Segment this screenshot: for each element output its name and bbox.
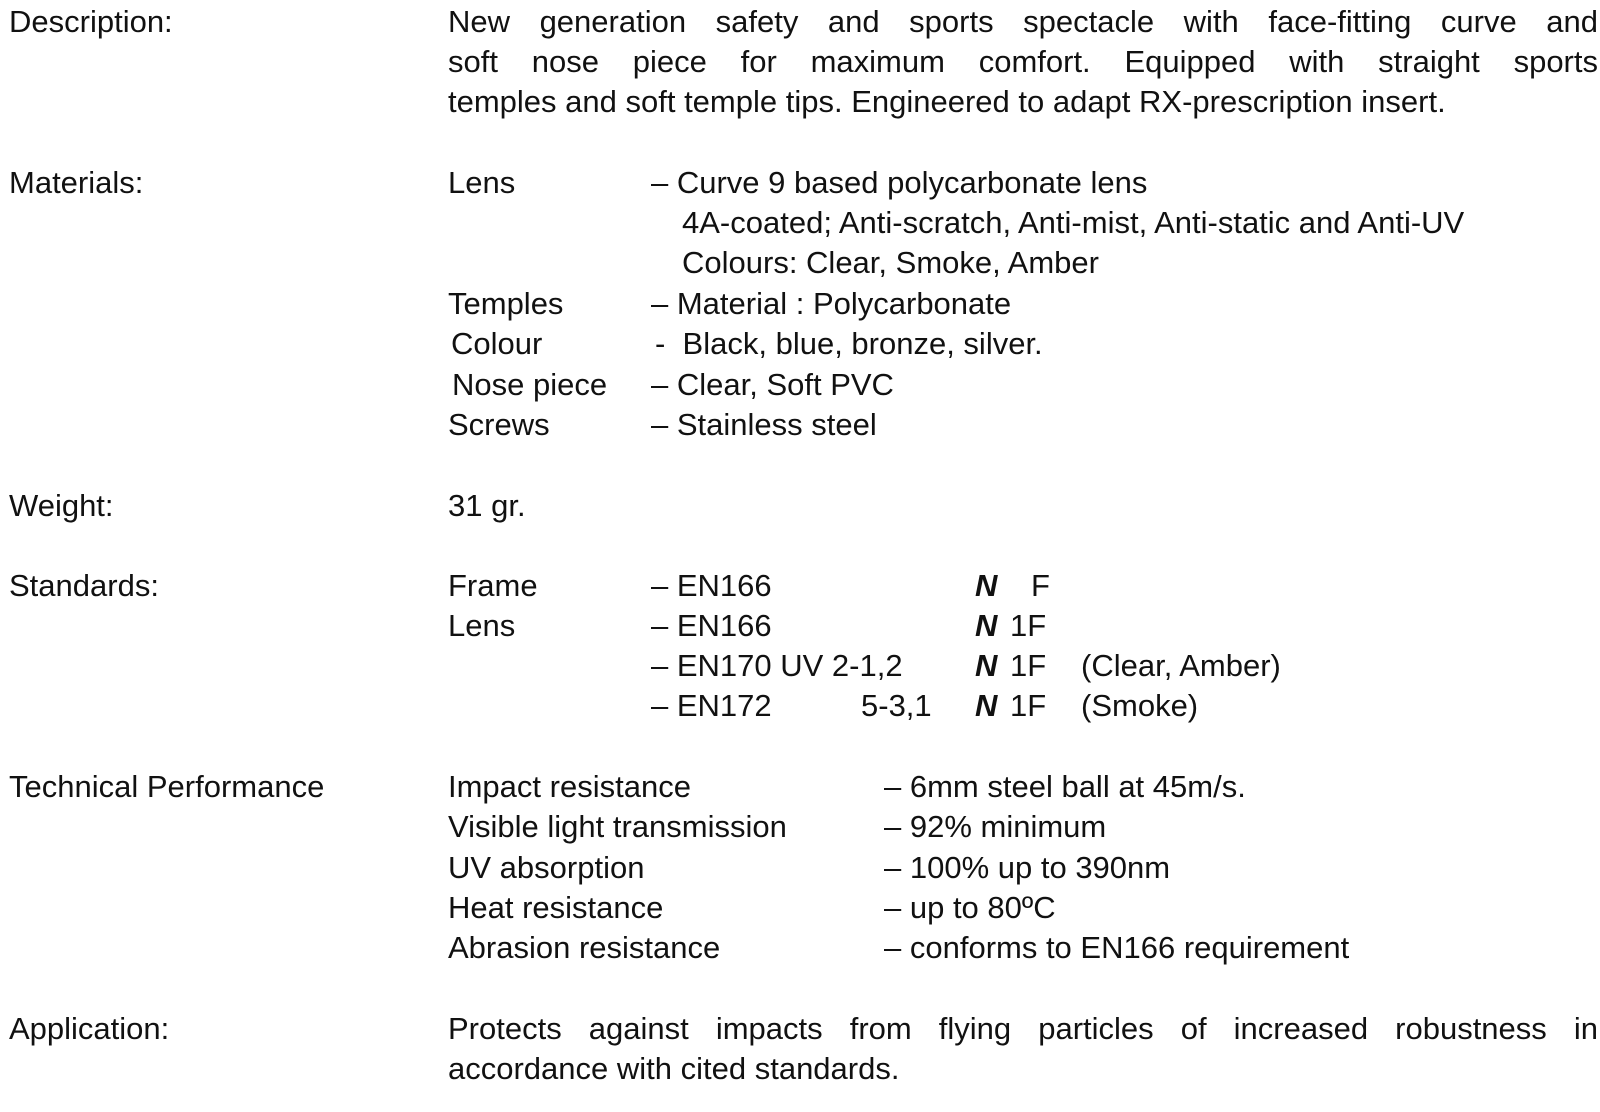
standard-code: – EN170 UV 2-1,2 [651, 648, 903, 683]
standard-note: (Smoke) [1081, 688, 1199, 723]
application-text [448, 1009, 1598, 1089]
materials-lens-line: Colours: Clear, Smoke, Amber [682, 245, 1099, 280]
standard-marking: N [975, 568, 998, 603]
materials-nose-label: Nose piece [452, 367, 608, 402]
technical-name: Visible light transmission [448, 809, 787, 844]
standard-code: – EN172 [651, 688, 772, 723]
weight-value: 31 gr. [448, 488, 526, 523]
standard-class: F [1031, 568, 1050, 603]
materials-screws-label: Screws [448, 407, 550, 442]
technical-label: Technical Performance [9, 769, 325, 804]
materials-label: Materials: [9, 165, 144, 200]
standard-marking: N [975, 608, 998, 643]
description-line: soft nose piece for maximum comfort. Equipped with straight sports [448, 44, 1598, 79]
standard-scale: 5-3,1 [861, 688, 932, 723]
technical-name: Impact resistance [448, 769, 691, 804]
standards-frame-label: Frame [448, 568, 538, 603]
materials-lens-label: Lens [448, 165, 516, 200]
materials-nose-value: – Clear, Soft PVC [651, 367, 894, 402]
technical-value: – conforms to EN166 requirement [884, 930, 1350, 965]
standard-class: 1F [1010, 608, 1047, 643]
description-text [448, 2, 1598, 122]
materials-colour-value: - Black, blue, bronze, silver. [655, 326, 1043, 361]
standard-code: – EN166 [651, 608, 772, 643]
technical-name: Heat resistance [448, 890, 664, 925]
technical-value: – 100% up to 390nm [884, 850, 1171, 885]
technical-value: – 92% minimum [884, 809, 1107, 844]
standards-lens-label: Lens [448, 608, 516, 643]
description-label: Description: [9, 4, 173, 39]
standard-code: – EN166 [651, 568, 772, 603]
standard-marking: N [975, 648, 998, 683]
standard-class: 1F [1010, 688, 1047, 723]
description-line: temples and soft temple tips. Engineered to adapt RX-prescription insert. [448, 84, 1446, 119]
standard-marking: N [975, 688, 998, 723]
standard-note: (Clear, Amber) [1081, 648, 1281, 683]
materials-temples-label: Temples [448, 286, 564, 321]
description-line: New generation safety and sports spectacle with face-fitting curve and [448, 4, 1598, 39]
standards-label: Standards: [9, 568, 159, 603]
application-line: Protects against impacts from flying particles of increased robustness in [448, 1011, 1598, 1046]
materials-lens-line: – Curve 9 based polycarbonate lens [651, 165, 1148, 200]
materials-screws-value: – Stainless steel [651, 407, 877, 442]
standard-class: 1F [1010, 648, 1047, 683]
technical-name: Abrasion resistance [448, 930, 721, 965]
materials-colour-label: Colour [451, 326, 543, 361]
application-line: accordance with cited standards. [448, 1051, 900, 1086]
materials-temples-value: – Material : Polycarbonate [651, 286, 1012, 321]
weight-label: Weight: [9, 488, 114, 523]
technical-value: – 6mm steel ball at 45m/s. [884, 769, 1246, 804]
technical-value: – up to 80ºC [884, 890, 1056, 925]
technical-name: UV absorption [448, 850, 645, 885]
materials-lens-line: 4A-coated; Anti-scratch, Anti-mist, Anti-static and Anti-UV [682, 205, 1465, 240]
application-label: Application: [9, 1011, 170, 1046]
